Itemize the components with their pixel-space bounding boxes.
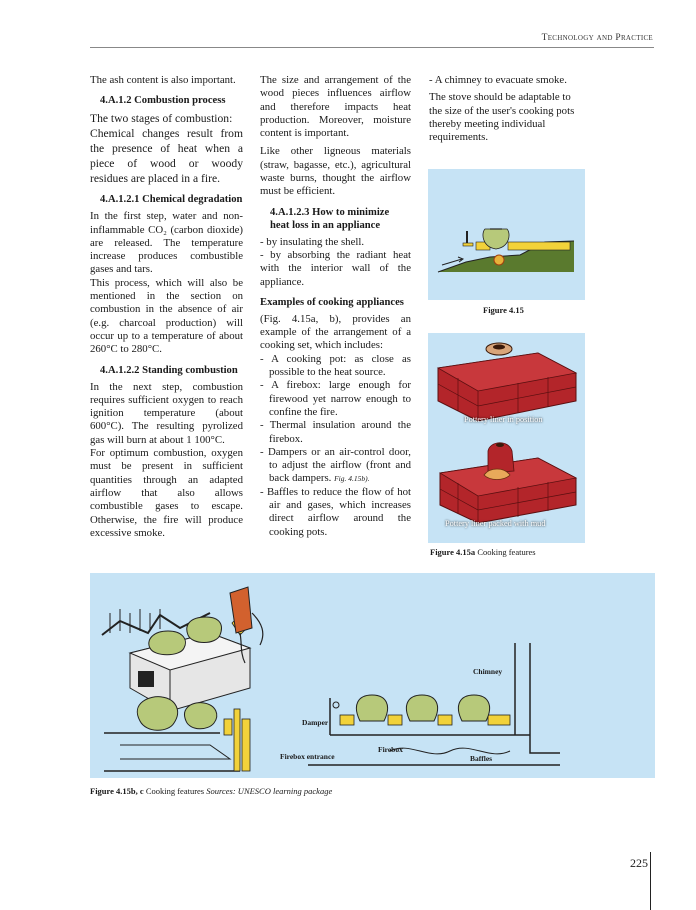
figure-number: Figure 4.15a [430,547,476,557]
figure-label-baffles: Baffles [470,754,493,763]
figure-caption-text: Cooking features [477,547,536,557]
text-column-2 [260,74,411,539]
running-header: Technology and Practice [541,33,653,43]
figure-label-liner-packed: Pottery liner packed with mud [445,519,546,528]
figure-4-15bc-illustration [90,573,655,778]
page-number: 225 [630,856,648,870]
figure-caption [430,547,536,557]
paragraph: The ash content is also important. [90,74,236,86]
section-heading: 4.A.1.2.3 How to minimize heat loss in an appliance [270,206,390,231]
bullet-item: - A chimney to evacuate smoke. [429,74,567,86]
figure-label-liner-position: Pottery liner in position [464,415,543,424]
paragraph: In the next step, combustion requires sufficient oxygen to reach ignition temperature (about 600°C). The resulting pyrolized gas will burn at about 1 100°C. [90,380,243,446]
section-heading: 4.A.1.2.2 Standing combustion [100,364,238,376]
section-heading: Examples of cooking appliances [260,296,404,308]
bullet-item: - Baffles to reduce the flow of hot air and gases, which increases direct airflow around the cooking pots. [260,485,411,538]
figure-label-firebox: Firebox [378,745,403,754]
figure-label-damper: Damper [302,718,329,727]
text-column-3 [429,74,585,149]
paragraph: In the first step, water and non-inflammable CO₂ (carbon dioxide) are released. The temperature increase produces combustible gases and tars. [90,210,243,276]
figure-caption: Figure 4.15 [483,305,524,315]
paragraph: The size and arrangement of the wood pieces influences airflow and therefore impacts heat production. Moreover, moisture content is important. [260,74,411,140]
section-heading: 4.A.1.2.1 Chemical degradation [100,194,243,206]
bullet-text: - Dampers or an air-control door, to adjust the airflow (front and back dampers. [260,445,411,485]
paragraph: (Fig. 4.15a, b), provides an example of the arrangement of a cooking set, which includes: [260,312,411,352]
paragraph: The stove should be adaptable to the size of the user's cooking pots thereby meeting individual requirements. [429,91,575,144]
paragraph: Chemical changes result from the presence of heat when a piece of wood or woody residues are placed in a fire. [90,127,243,186]
figure-label-chimney: Chimney [473,667,503,676]
bullet-item: - by absorbing the radiant heat with the interior wall of the appliance. [260,248,411,288]
paragraph: For optimum combustion, oxygen must be present in sufficient quantities through an adapted airflow that also allows combustible gases to escape. Otherwise, the fire will produce excessive smoke. [90,447,243,539]
paragraph: The two stages of combustion: [90,112,233,126]
section-heading: 4.A.1.2 Combustion process [100,95,226,107]
figure-4-15-illustration [428,169,585,300]
figure-number: Figure 4.15b, c [90,786,144,796]
page-margin-rule [650,852,651,910]
figure-reference: Fig. 4.15b). [334,474,370,484]
bullet-item: - A cooking pot: as close as possible to the heat source. [260,352,411,379]
bullet-item: - A firebox: large enough for firewood yet narrow enough to confine the fire. [260,379,411,418]
figure-label-firebox-entrance: Firebox entrance [280,752,335,761]
bullet-item: - by insulating the shell. [260,235,365,248]
bullet-item [260,446,411,486]
paragraph: Like other ligneous materials (straw, bagasse, etc.), agricultural waste burns, thought the airflow must be efficient. [260,145,411,198]
figure-caption [90,786,332,796]
figure-source: Sources: UNESCO learning package [206,786,333,796]
text-column-1 [90,74,243,545]
figure-4-15a-illustration [428,333,585,543]
bullet-item: - Thermal insulation around the firebox. [260,419,411,445]
figure-caption-text: Cooking features [145,786,205,796]
paragraph: This process, which will also be mentioned in the section on combustion in the absence of air (e.g. charcoal production) will occur up to a temperature of about 260°C to 280°C. [90,276,243,356]
header-rule [90,47,654,48]
